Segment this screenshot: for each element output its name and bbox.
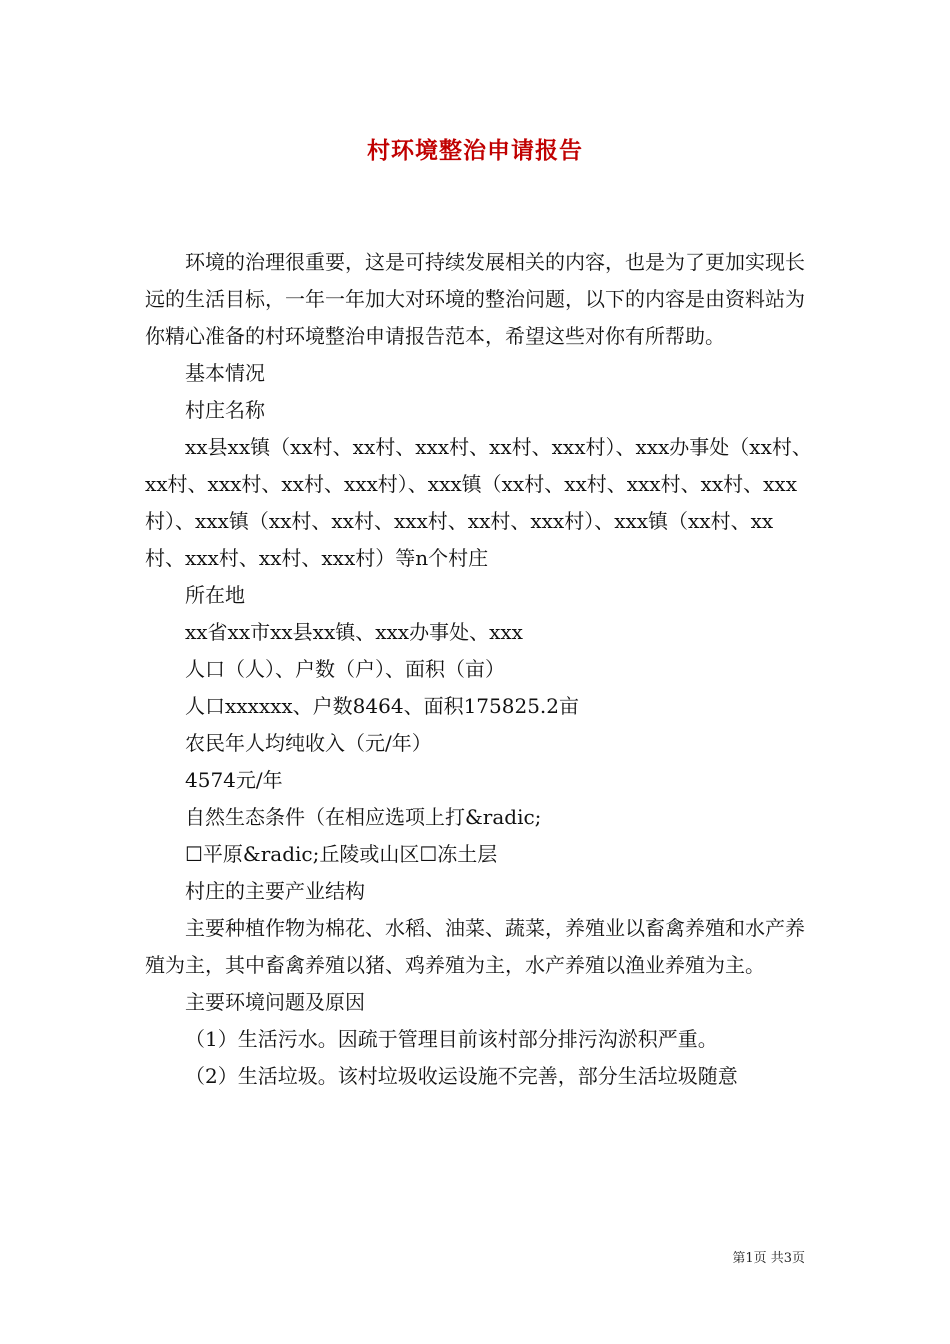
field-label-location: 所在地 — [185, 583, 245, 607]
field-value-location: xx省xx市xx县xx镇、xxx办事处、xxx — [185, 620, 523, 644]
document-body — [145, 244, 813, 1095]
problem-item-2: （2）生活垃圾。该村垃圾收运设施不完善，部分生活垃圾随意 — [185, 1064, 738, 1088]
field-label-industry: 村庄的主要产业结构 — [185, 879, 365, 903]
field-value-population: 人口xxxxxx、户数8464、面积175825.2亩 — [185, 694, 580, 718]
field-value-village-name: xx县xx镇（xx村、xx村、xxx村、xx村、xxx村）、xxx办事处（xx村、xx村、xxx村、xx村、xxx村）、xxx镇（xx村、xx村、xxx村、xx村、xxx村）、xxx镇（xx村、xx村、xxx村、xx村、xxx村）、xxx镇（xx村、xx村、xxx村、xx村、xxx村）等n个村庄 — [145, 435, 812, 570]
page-number: 第1页 共3页 — [732, 1251, 805, 1266]
field-label-income: 农民年人均纯收入（元/年） — [185, 731, 432, 755]
section-heading-basic-info: 基本情况 — [185, 361, 265, 385]
field-value-industry: 主要种植作物为棉花、水稻、油菜、蔬菜，养殖业以畜禽养殖和水产养殖为主，其中畜禽养殖以猪、鸡养殖为主，水产养殖以渔业养殖为主。 — [145, 916, 805, 977]
problem-item-1: （1）生活污水。因疏于管理目前该村部分排污沟淤积严重。 — [185, 1027, 718, 1051]
field-label-village-name: 村庄名称 — [185, 398, 265, 422]
field-label-ecology: 自然生态条件（在相应选项上打&radic; — [185, 805, 542, 829]
document-title: 村环境整治申请报告 — [367, 137, 583, 164]
field-label-population: 人口（人）、户数（户）、面积（亩） — [185, 657, 505, 681]
intro-paragraph: 环境的治理很重要，这是可持续发展相关的内容，也是为了更加实现长远的生活目标，一年一年加大对环境的整治问题，以下的内容是由资料站为你精心准备的村环境整治申请报告范本，希望这些对你有所帮助。 — [145, 250, 805, 348]
section-heading-problems: 主要环境问题及原因 — [185, 990, 365, 1014]
field-value-ecology: ☐平原&radic;丘陵或山区☐冻土层 — [185, 842, 498, 866]
field-value-income: 4574元/年 — [185, 768, 283, 792]
